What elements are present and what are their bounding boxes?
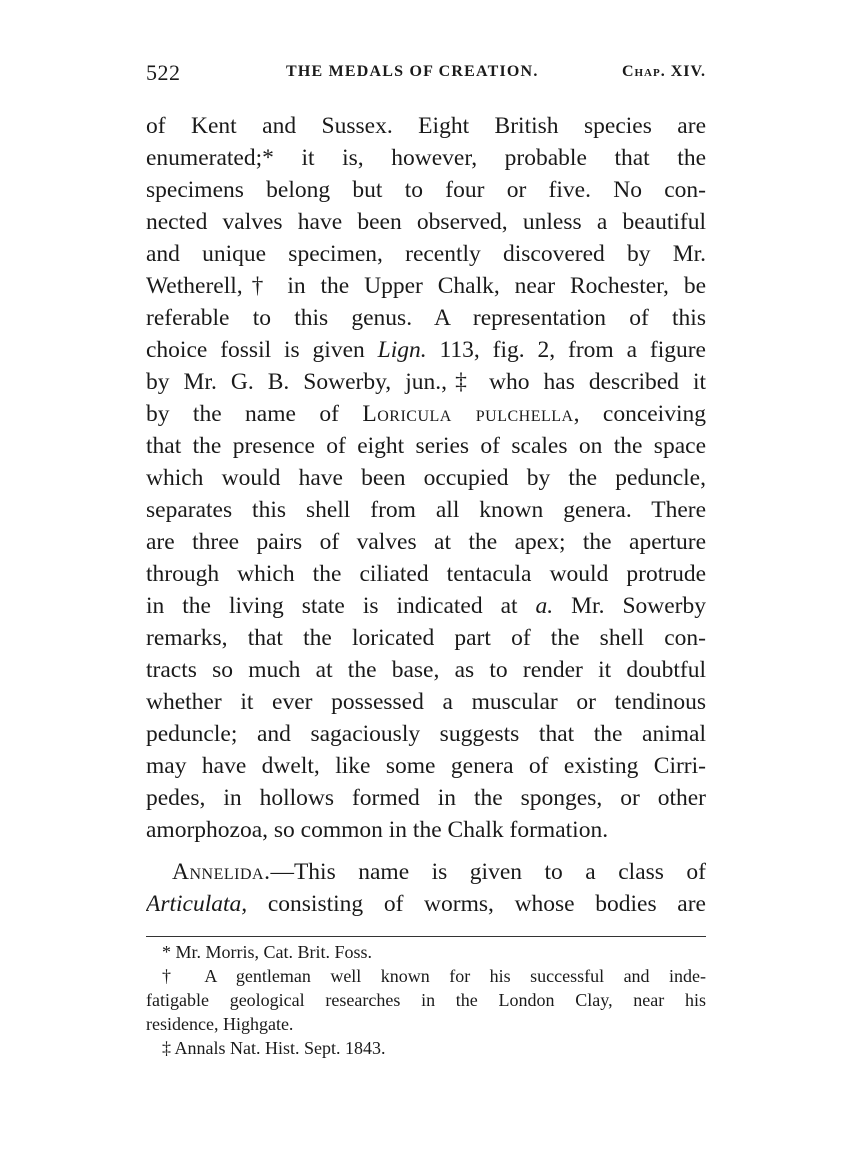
text-line: through which the ciliated tentacula would protrude: [146, 561, 706, 587]
text-line: tracts so much at the base, as to render it doubtful: [146, 657, 706, 683]
footnote-line: † A gentleman well known for his successful and inde-: [162, 966, 706, 986]
paragraph-gap: [146, 846, 706, 856]
page-header: [146, 60, 706, 90]
footnote-line: fatigable geological researches in the London Clay, near his: [146, 990, 706, 1010]
text-line: remarks, that the loricated part of the shell con-: [146, 625, 706, 651]
text-line: may have dwelt, like some genera of existing Cirri-: [146, 753, 706, 779]
running-title: THE MEDALS OF CREATION.: [286, 63, 539, 80]
italic-reference: Lign.: [377, 337, 427, 363]
footnote-line: * Mr. Morris, Cat. Brit. Foss.: [162, 942, 373, 962]
footnotes: [146, 940, 706, 1060]
text-line: are three pairs of valves at the apex; the aperture: [146, 529, 706, 555]
footnote-rule: [146, 936, 706, 937]
text-line: pedes, in hollows formed in the sponges, or other: [146, 785, 706, 811]
text-line: peduncle; and sagaciously suggests that the animal: [146, 721, 706, 747]
text-line: [146, 888, 706, 920]
footnote-line: residence, Highgate.: [146, 1014, 294, 1034]
text-line: separates this shell from all known genera. There: [146, 497, 706, 523]
page-number: 522: [146, 60, 181, 85]
text-run: Mr. Sowerby: [553, 593, 706, 619]
text-line: enumerated;* it is, however, probable that the: [146, 145, 706, 171]
footnote-line: ‡ Annals Nat. Hist. Sept. 1843.: [162, 1038, 386, 1058]
italic-letter: a.: [535, 593, 554, 619]
chapter-label: Chap. XIV.: [621, 63, 706, 80]
italic-term: Articulata,: [146, 891, 248, 917]
text-line: by Mr. G. B. Sowerby, jun.,‡ who has described it: [146, 369, 706, 395]
text-run: by the name of: [146, 401, 363, 427]
body-text: [146, 110, 706, 920]
text-run: in the living state is indicated at: [146, 593, 536, 619]
text-run: choice fossil is given: [146, 337, 378, 363]
text-line: [146, 590, 706, 622]
text-run: , conceiving: [573, 401, 706, 427]
text-line: Wetherell,† in the Upper Chalk, near Rochester, be: [146, 273, 706, 299]
text-line: and unique specimen, recently discovered by Mr.: [146, 241, 706, 267]
text-line: of Kent and Sussex. Eight British species are: [146, 113, 706, 139]
text-run: 113, fig. 2, from a figure: [426, 337, 706, 363]
text-line: nected valves have been observed, unless a beautiful: [146, 209, 706, 235]
text-line: [146, 398, 706, 430]
text-line: [146, 334, 706, 366]
text-line: that the presence of eight series of scales on the space: [146, 433, 706, 459]
text-line: amorphozoa, so common in the Chalk formation.: [146, 817, 609, 843]
text-run: consisting of worms, whose bodies are: [247, 891, 706, 917]
text-line: whether it ever possessed a muscular or tendinous: [146, 689, 706, 715]
text-line: referable to this genus. A representation of this: [146, 305, 706, 331]
text-line: which would have been occupied by the peduncle,: [146, 465, 706, 491]
text-line: [146, 856, 706, 888]
text-run: —This name is given to a class of: [270, 859, 706, 885]
species-name: Loricula pulchella: [362, 401, 574, 427]
text-line: specimens belong but to four or five. No con-: [146, 177, 706, 203]
section-heading: Annelida.: [172, 859, 271, 885]
